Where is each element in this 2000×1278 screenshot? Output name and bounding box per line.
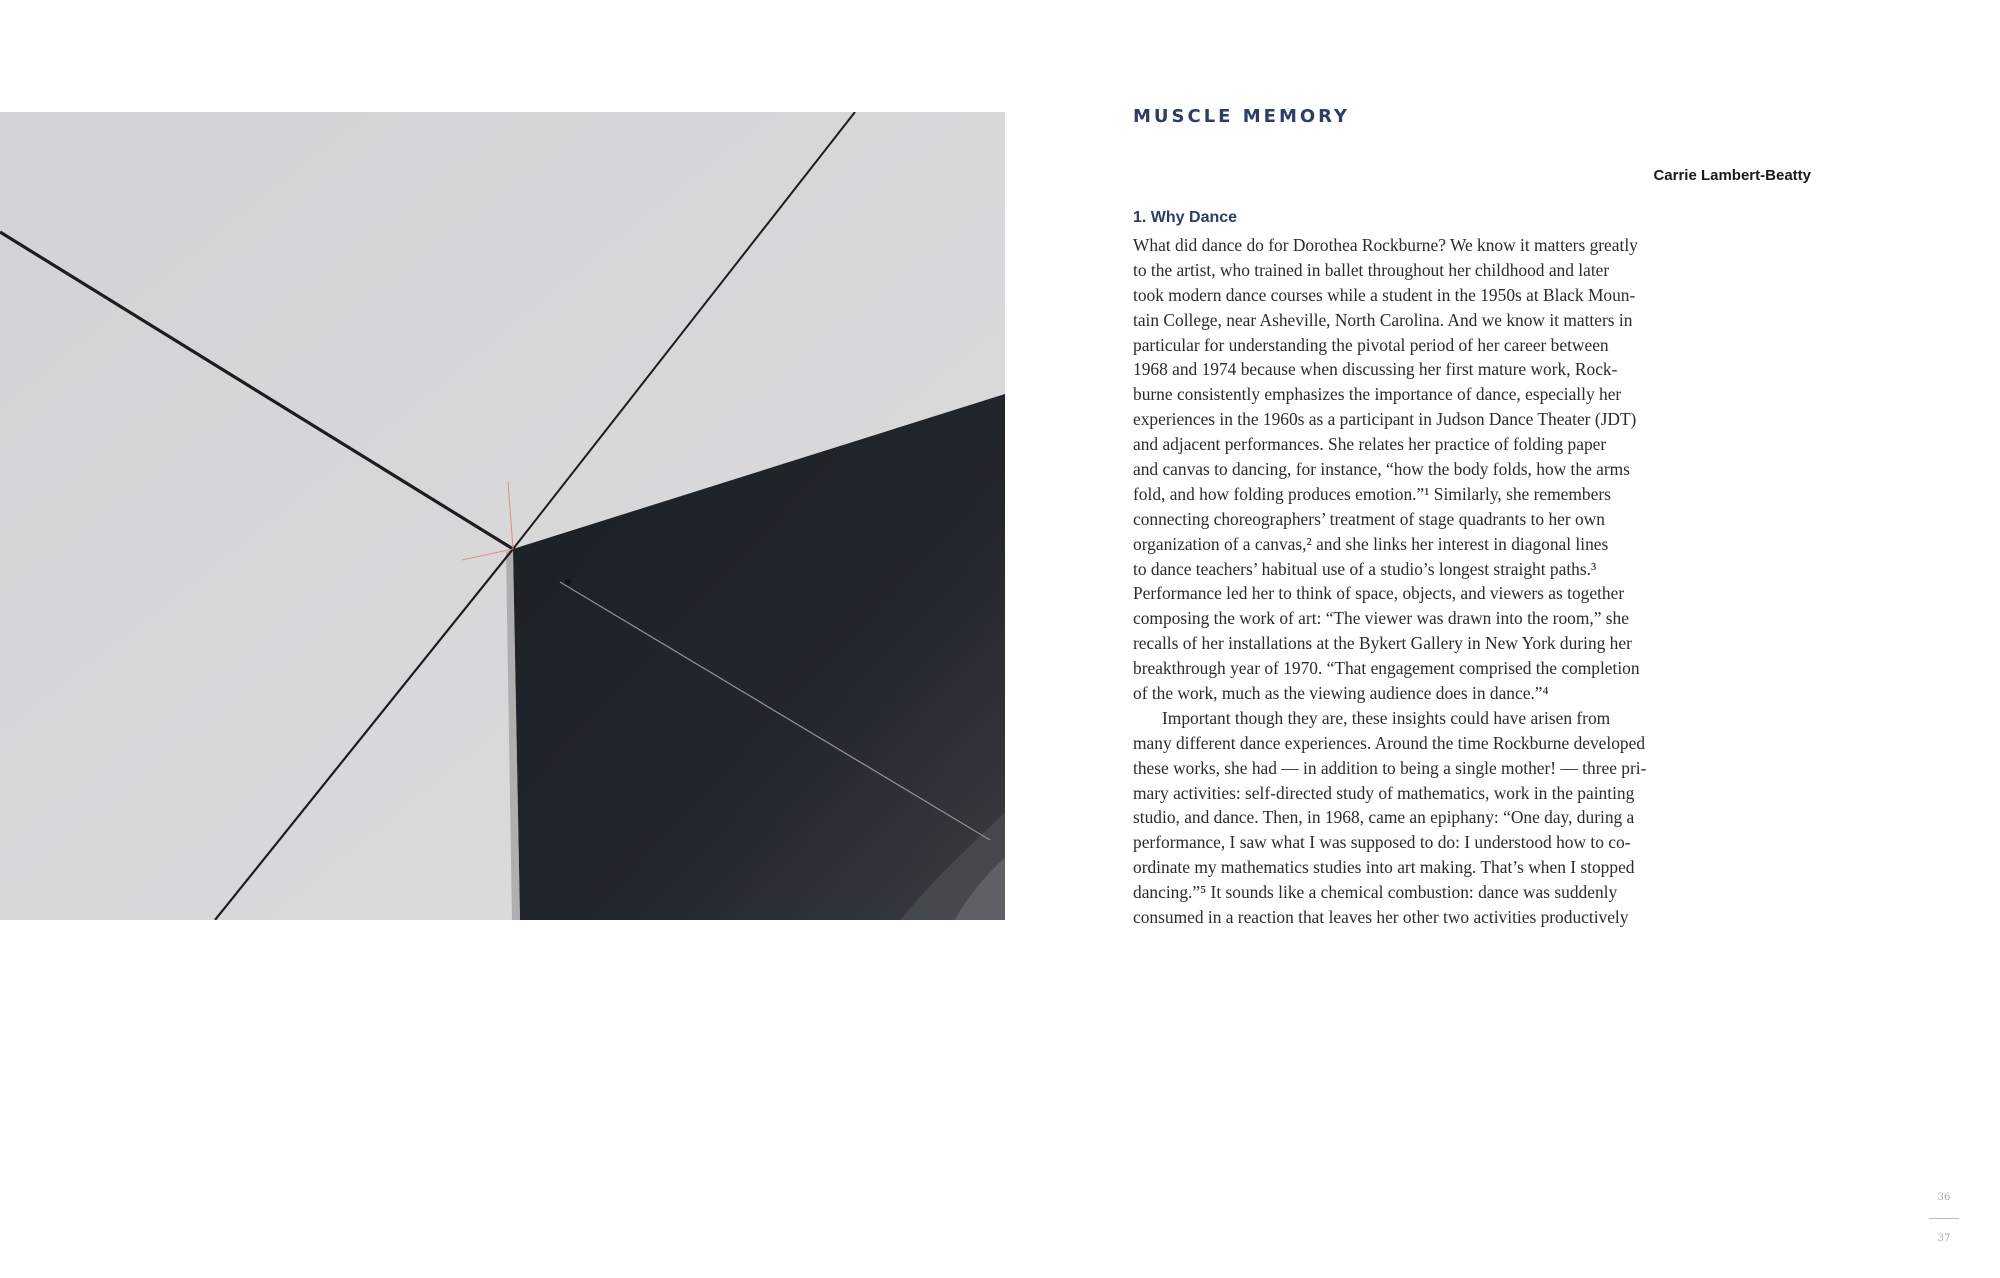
body-line: organization of a canvas,² and she links her interest in diagonal lines (1133, 533, 1609, 554)
body-line: fold, and how folding produces emotion.”¹ Similarly, she remembers (1133, 483, 1611, 504)
body-line: studio, and dance. Then, in 1968, came an epiphany: “One day, during a (1133, 807, 1635, 828)
corner-pin (565, 579, 571, 585)
body-line: to the artist, who trained in ballet throughout her childhood and later (1133, 259, 1610, 280)
section-heading: 1. Why Dance (1133, 209, 1238, 226)
body-line: and canvas to dancing, for instance, “how the body folds, how the arms (1133, 459, 1630, 480)
body-line: Performance led her to think of space, objects, and viewers as together (1133, 583, 1625, 604)
body-line: dancing.”⁵ It sounds like a chemical combustion: dance was suddenly (1133, 882, 1618, 903)
body-line: What did dance do for Dorothea Rockburne? We know it matters greatly (1133, 235, 1638, 255)
body-line: burne consistently emphasizes the importance of dance, especially her (1133, 384, 1622, 405)
body-line: and adjacent performances. She relates her practice of folding paper (1133, 434, 1607, 455)
body-line: mary activities: self-directed study of mathematics, work in the painting (1133, 782, 1635, 803)
body-line: tain College, near Asheville, North Carolina. And we know it matters in (1133, 309, 1633, 330)
body-line: consumed in a reaction that leaves her other two activities productively (1133, 907, 1629, 928)
body-line: ordinate my mathematics studies into art making. That’s when I stopped (1133, 857, 1635, 878)
body-line: 1968 and 1974 because when discussing her first mature work, Rock- (1133, 359, 1618, 380)
body-line: composing the work of art: “The viewer was drawn into the room,” she (1133, 608, 1629, 629)
body-line: took modern dance courses while a student in the 1950s at Black Moun- (1133, 284, 1636, 305)
body-line: experiences in the 1960s as a participant in Judson Dance Theater (JDT) (1133, 409, 1637, 430)
body-line: to dance teachers’ habitual use of a studio’s longest straight paths.³ (1133, 558, 1597, 579)
article-title: MUSCLE MEMORY (1133, 106, 1351, 127)
body-line: breakthrough year of 1970. “That engagement comprised the completion (1133, 658, 1640, 679)
author-name: Carrie Lambert-Beatty (1653, 167, 1811, 184)
body-line: many different dance experiences. Around the time Rockburne developed (1133, 732, 1646, 753)
body-line: recalls of her installations at the Bykert Gallery in New York during her (1133, 633, 1632, 654)
body-line-paragraph-start: Important though they are, these insights could have arisen from (1162, 707, 1611, 728)
artwork-photograph (0, 112, 1005, 920)
body-line: these works, she had — in addition to being a single mother! — three pri- (1133, 757, 1647, 778)
body-line: performance, I saw what I was supposed to do: I understood how to co- (1133, 832, 1631, 853)
body-text (1133, 233, 1673, 930)
body-line: of the work, much as the viewing audience does in dance.”⁴ (1133, 683, 1549, 704)
folio-divider (1929, 1218, 1959, 1219)
page-number-right: 37 (1937, 1233, 1951, 1244)
body-line: particular for understanding the pivotal period of her career between (1133, 334, 1609, 355)
body-line: connecting choreographers’ treatment of stage quadrants to her own (1133, 508, 1605, 529)
page-number-left: 36 (1937, 1192, 1951, 1203)
